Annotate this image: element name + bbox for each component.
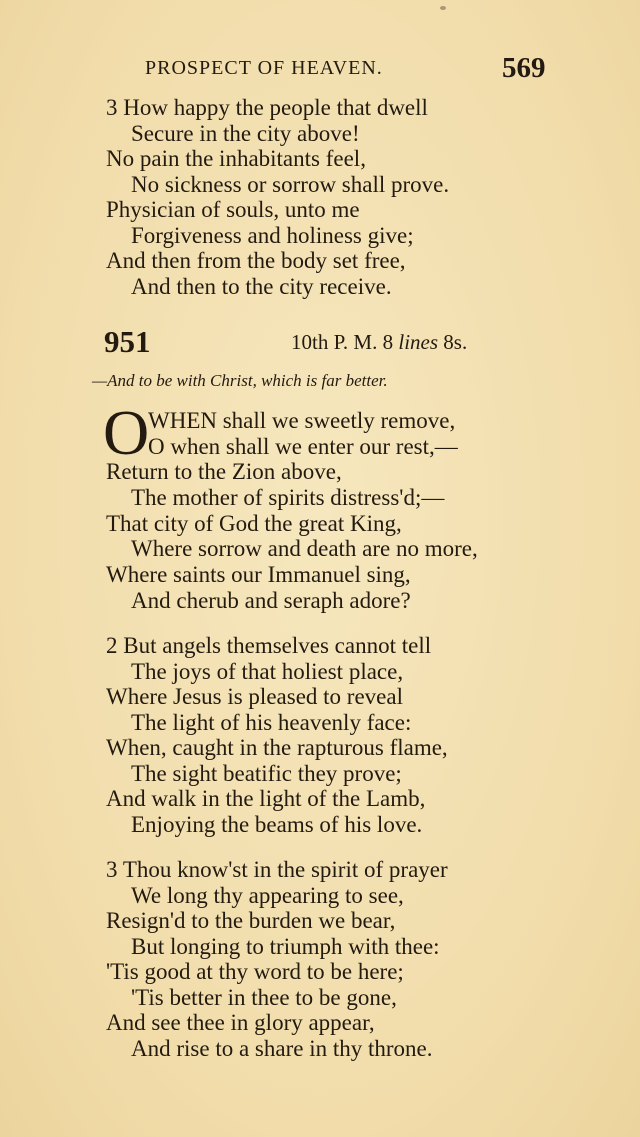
verse-line: Return to the Zion above,: [106, 459, 342, 484]
verse-line: And then to the city receive.: [131, 274, 392, 299]
verse-line: And rise to a share in thy throne.: [131, 1036, 433, 1061]
meter-suffix: 8s.: [443, 330, 468, 354]
meter-italic: lines: [398, 330, 439, 354]
verse-line: And cherub and seraph adore?: [131, 588, 411, 613]
verse-line: The mother of spirits distress'd;—: [131, 485, 445, 510]
verse-line: That city of God the great King,: [106, 511, 402, 536]
verse-line: Where sorrow and death are no more,: [131, 536, 478, 561]
verse-line: 'Tis better in thee to be gone,: [131, 985, 397, 1010]
hymn-meter: [291, 330, 467, 355]
verse-line: 'Tis good at thy word to be here;: [106, 959, 404, 984]
running-title: PROSPECT OF HEAVEN.: [145, 57, 383, 79]
verse-line: Where saints our Immanuel sing,: [106, 562, 411, 587]
verse-line: 2 But angels themselves cannot tell: [106, 633, 432, 658]
verse-line: Enjoying the beams of his love.: [131, 812, 423, 837]
verse-line: And then from the body set free,: [106, 248, 406, 273]
hymn-epigraph: —And to be with Christ, which is far better.: [92, 371, 388, 390]
verse-line: But longing to triumph with thee:: [131, 934, 440, 959]
verse-line: Secure in the city above!: [131, 121, 360, 146]
verse-line: And walk in the light of the Lamb,: [106, 786, 426, 811]
verse-line: No sickness or sorrow shall prove.: [131, 172, 450, 197]
verse-line: 3 How happy the people that dwell: [106, 95, 428, 120]
verse-line: The light of his heavenly face:: [131, 710, 412, 735]
verse-line: When, caught in the rapturous flame,: [106, 735, 448, 760]
meter-prefix: 10th P. M. 8: [291, 330, 394, 354]
verse-line: Forgiveness and holiness give;: [131, 223, 414, 248]
verse-line: The sight beatific they prove;: [131, 761, 402, 786]
verse-line: Resign'd to the burden we bear,: [106, 908, 396, 933]
drop-cap: O: [103, 397, 150, 468]
verse-line: Where Jesus is pleased to reveal: [106, 684, 403, 709]
verse-line: No pain the inhabitants feel,: [106, 146, 366, 171]
verse-line: The joys of that holiest place,: [131, 659, 404, 684]
verse-line: O when shall we enter our rest,—: [148, 434, 458, 459]
hymn-number: 951: [104, 324, 151, 359]
ink-speck: [440, 6, 446, 10]
verse-line: 3 Thou know'st in the spirit of prayer: [106, 857, 448, 882]
verse-line: We long thy appearing to see,: [131, 883, 404, 908]
page-number: 569: [502, 52, 546, 84]
verse-line: WHEN shall we sweetly remove,: [148, 408, 456, 433]
verse-line: And see thee in glory appear,: [106, 1010, 375, 1035]
verse-line: Physician of souls, unto me: [106, 197, 360, 222]
